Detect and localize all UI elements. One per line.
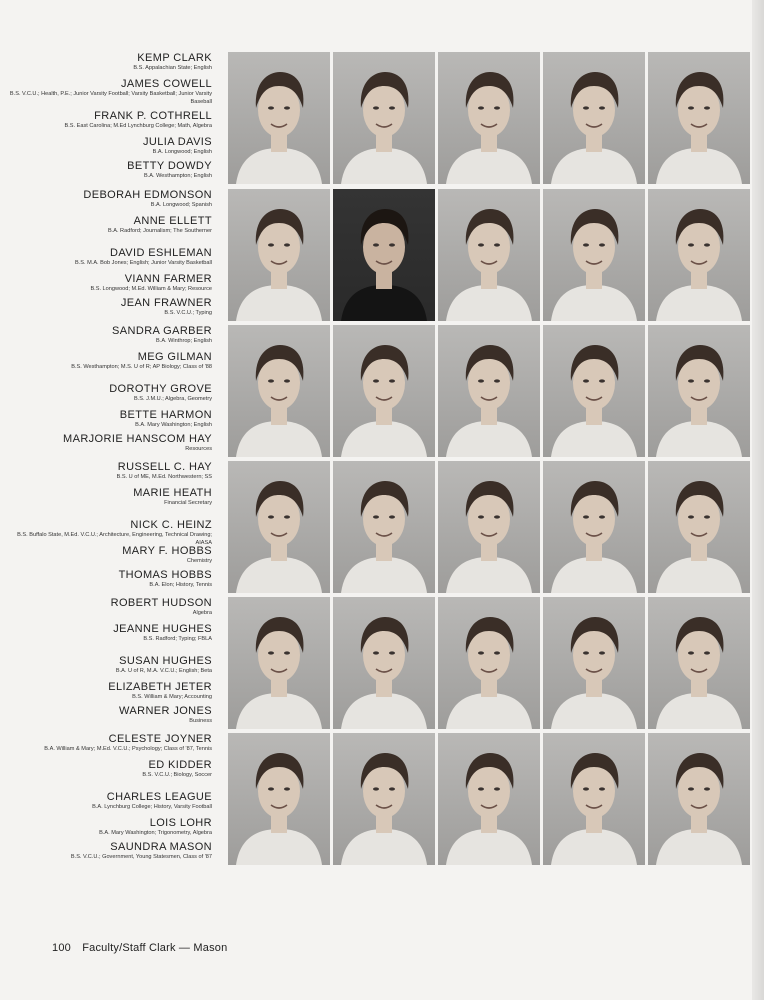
faculty-entry <box>0 569 212 590</box>
portrait-grid <box>228 52 750 867</box>
faculty-entry <box>0 247 212 268</box>
faculty-credentials: B.S. J.M.U.; Algebra, Geometry <box>133 396 212 402</box>
faculty-credentials: B.S. V.C.U.; Health, P.E.; Junior Varsity Football; Varsity Basketball; Junior Varsity Baseball <box>9 91 212 105</box>
faculty-portrait <box>438 461 540 593</box>
faculty-group <box>0 52 212 188</box>
faculty-group <box>0 461 212 597</box>
faculty-name: JULIA DAVIS <box>143 136 212 148</box>
faculty-entry <box>0 351 212 372</box>
faculty-credentials: B.S. Appalachian State; English <box>133 65 212 71</box>
faculty-entry <box>0 623 212 644</box>
faculty-credentials: B.S. U of ME, M.Ed. Northwestern; SS <box>116 474 212 480</box>
faculty-name: NICK C. HEINZ <box>130 519 212 531</box>
faculty-name: CELESTE JOYNER <box>108 733 212 745</box>
faculty-credentials: B.A. Mary Washington; English <box>135 422 212 428</box>
faculty-name: RUSSELL C. HAY <box>117 461 212 473</box>
faculty-name: FRANK P. COTHRELL <box>94 110 212 122</box>
faculty-name: ANNE ELLETT <box>133 215 212 227</box>
faculty-credentials: B.S. Radford; Typing; FBLA <box>143 636 212 642</box>
faculty-name: JAMES COWELL <box>121 78 212 90</box>
faculty-credentials: B.A. Mary Washington; Trigonometry, Algebra <box>99 830 212 836</box>
faculty-name: MEG GILMAN <box>137 351 212 363</box>
faculty-entry <box>0 759 212 780</box>
faculty-entry <box>0 597 212 618</box>
faculty-entry <box>0 297 212 318</box>
faculty-entry <box>0 110 212 131</box>
faculty-credentials: B.A. U of R, M.A. V.C.U.; English; Beta <box>115 668 212 674</box>
faculty-entry <box>0 215 212 236</box>
faculty-name: DOROTHY GROVE <box>109 383 212 395</box>
faculty-name: BETTY DOWDY <box>127 160 212 172</box>
faculty-name: CHARLES LEAGUE <box>106 791 212 803</box>
faculty-entry <box>0 545 212 566</box>
faculty-name: ROBERT HUDSON <box>110 597 212 609</box>
faculty-name: ELIZABETH JETER <box>108 681 212 693</box>
page-number: 100 <box>52 942 71 954</box>
faculty-portrait <box>438 597 540 729</box>
faculty-name: JEAN FRAWNER <box>120 297 212 309</box>
faculty-name: MARY F. HOBBS <box>122 545 212 557</box>
faculty-credentials: Algebra <box>192 610 212 616</box>
faculty-credentials: B.S. V.C.U.; Biology, Soccer <box>142 772 212 778</box>
faculty-entry <box>0 78 212 106</box>
faculty-group <box>0 597 212 733</box>
faculty-portrait <box>333 52 435 184</box>
faculty-credentials: B.A. Longwood; English <box>152 149 212 155</box>
faculty-entry <box>0 655 212 676</box>
faculty-credentials: B.A. Radford; Journalism; The Southerner <box>107 228 212 234</box>
faculty-name: THOMAS HOBBS <box>118 569 212 581</box>
faculty-entry <box>0 383 212 404</box>
faculty-entry <box>0 325 212 346</box>
faculty-portrait <box>228 461 330 593</box>
faculty-entry <box>0 681 212 702</box>
faculty-entry <box>0 733 212 754</box>
faculty-portrait <box>648 52 750 184</box>
faculty-portrait <box>648 461 750 593</box>
faculty-portrait <box>543 189 645 321</box>
faculty-credentials: B.A. Elon; History, Tennis <box>149 582 212 588</box>
faculty-credentials: B.A. Longwood; Spanish <box>150 202 212 208</box>
faculty-name: KEMP CLARK <box>137 52 212 64</box>
faculty-name: SUSAN HUGHES <box>119 655 212 667</box>
faculty-credentials: B.A. William & Mary; M.Ed. V.C.U.; Psychology; Class of '87, Tennis <box>44 746 212 752</box>
faculty-portrait <box>228 189 330 321</box>
faculty-entry <box>0 841 212 862</box>
faculty-name: VIANN FARMER <box>124 273 212 285</box>
faculty-portrait <box>648 733 750 865</box>
faculty-name: DAVID ESHLEMAN <box>110 247 212 259</box>
faculty-credentials: B.S. Buffalo State, M.Ed. V.C.U.; Architecture, Engineering, Technical Drawing; AIASA <box>17 532 212 546</box>
faculty-name-column <box>0 52 224 867</box>
faculty-entry <box>0 705 212 726</box>
faculty-credentials: B.S. V.C.U.; Typing <box>164 310 212 316</box>
faculty-credentials: Chemistry <box>186 558 212 564</box>
faculty-entry <box>0 273 212 294</box>
faculty-portrait <box>228 325 330 457</box>
faculty-entry <box>0 519 212 547</box>
faculty-name: MARJORIE HANSCOM HAY <box>63 433 212 445</box>
faculty-portrait <box>543 597 645 729</box>
faculty-entry <box>0 52 212 73</box>
faculty-portrait <box>648 189 750 321</box>
faculty-portrait <box>438 733 540 865</box>
faculty-entry <box>0 160 212 181</box>
faculty-portrait <box>333 189 435 321</box>
faculty-portrait <box>438 189 540 321</box>
faculty-portrait <box>333 325 435 457</box>
faculty-credentials: B.S. V.C.U.; Government, Young Statesmen, Class of '87 <box>70 854 212 860</box>
faculty-portrait <box>438 52 540 184</box>
page-binding-edge <box>752 0 764 1000</box>
faculty-credentials: B.A. Westhampton; English <box>144 173 212 179</box>
faculty-name: LOIS LOHR <box>149 817 212 829</box>
faculty-credentials: Business <box>189 718 212 724</box>
faculty-portrait <box>333 461 435 593</box>
faculty-portrait <box>543 52 645 184</box>
faculty-credentials: Financial Secretary <box>164 500 212 506</box>
faculty-portrait <box>543 325 645 457</box>
faculty-entry <box>0 487 212 508</box>
faculty-entry <box>0 409 212 430</box>
faculty-entry <box>0 791 212 812</box>
page-footer <box>52 942 227 954</box>
faculty-portrait <box>333 733 435 865</box>
faculty-credentials: B.A. Winthrop; English <box>156 338 212 344</box>
faculty-name: MARIE HEATH <box>133 487 212 499</box>
faculty-portrait <box>648 325 750 457</box>
faculty-credentials: B.S. Westhampton; M.S. U of R; AP Biology; Class of '88 <box>71 364 212 370</box>
faculty-portrait <box>543 733 645 865</box>
faculty-portrait <box>228 52 330 184</box>
faculty-credentials: B.A. Lynchburg College; History, Varsity Football <box>92 804 212 810</box>
faculty-portrait <box>228 733 330 865</box>
faculty-group <box>0 325 212 461</box>
faculty-name: JEANNE HUGHES <box>113 623 212 635</box>
faculty-credentials: B.S. M.A. Bob Jones; English; Junior Varsity Basketball <box>74 260 212 266</box>
faculty-name: WARNER JONES <box>118 705 212 717</box>
section-title: Faculty/Staff Clark — Mason <box>82 942 228 954</box>
faculty-group <box>0 733 212 869</box>
faculty-entry <box>0 817 212 838</box>
faculty-group <box>0 189 212 325</box>
faculty-credentials: B.S. East Carolina; M.Ed Lynchburg College; Math, Algebra <box>64 123 212 129</box>
faculty-credentials: B.S. William & Mary; Accounting <box>132 694 212 700</box>
faculty-name: BETTE HARMON <box>119 409 212 421</box>
faculty-entry <box>0 136 212 157</box>
faculty-entry <box>0 461 212 482</box>
faculty-portrait <box>228 597 330 729</box>
faculty-credentials: Resources <box>185 446 212 452</box>
faculty-entry <box>0 189 212 210</box>
faculty-portrait <box>543 461 645 593</box>
faculty-name: SAUNDRA MASON <box>110 841 212 853</box>
faculty-name: DEBORAH EDMONSON <box>83 189 212 201</box>
faculty-portrait <box>648 597 750 729</box>
faculty-credentials: B.S. Longwood; M.Ed. William & Mary; Resource <box>90 286 212 292</box>
faculty-name: ED KIDDER <box>148 759 212 771</box>
faculty-name: SANDRA GARBER <box>112 325 212 337</box>
faculty-entry <box>0 433 212 454</box>
faculty-portrait <box>438 325 540 457</box>
faculty-portrait <box>333 597 435 729</box>
